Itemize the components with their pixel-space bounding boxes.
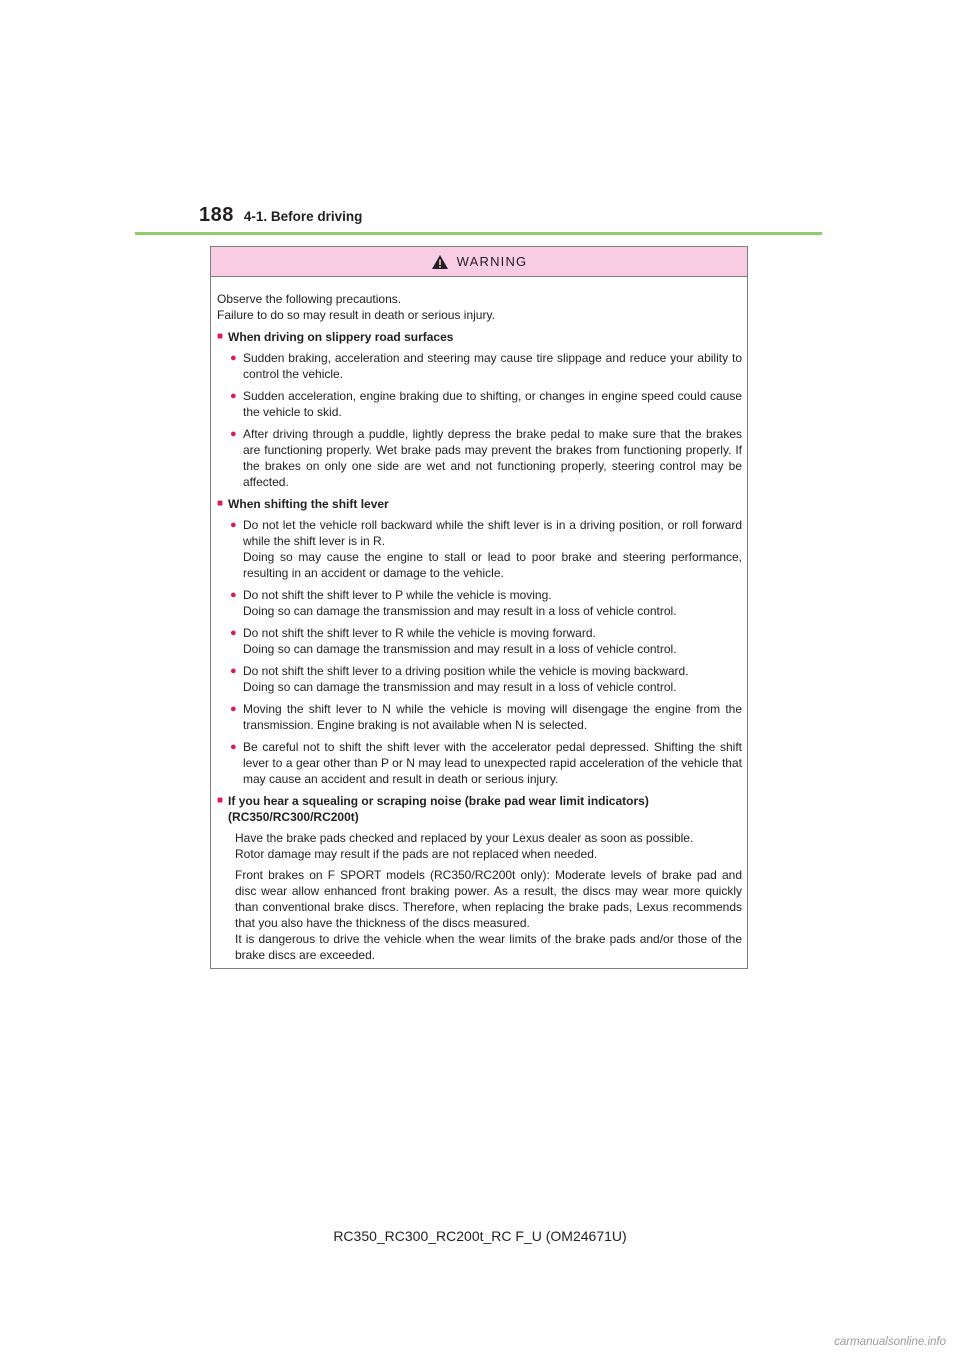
- section-slippery-roads: [217, 329, 742, 490]
- section-heading: [217, 496, 742, 512]
- watermark: carmanualsonline.info: [834, 1336, 946, 1348]
- list-item: [230, 426, 742, 490]
- section-heading: [217, 329, 742, 345]
- paragraph: [235, 867, 742, 963]
- section-heading-text: When shifting the shift lever: [228, 497, 389, 511]
- bullet-line: Doing so may cause the engine to stall or lead to poor brake and steering performance, resulting in an accident or damage to the vehicle.: [243, 550, 742, 580]
- list-item: [230, 517, 742, 581]
- bullet-list: [217, 350, 742, 490]
- paragraph: [235, 830, 742, 862]
- bullet-text: [243, 663, 689, 695]
- section-title: 4-1. Before driving: [243, 209, 363, 224]
- paragraph-line: Rotor damage may result if the pads are not replaced when needed.: [235, 847, 598, 861]
- bullet-line: Do not shift the shift lever to R while the vehicle is moving forward.: [243, 626, 596, 640]
- circle-bullet-icon: ●: [230, 352, 237, 364]
- bullet-line: Doing so can damage the transmission and may result in a loss of vehicle control.: [243, 680, 677, 694]
- header-divider: [135, 232, 822, 235]
- bullet-line: Do not shift the shift lever to P while the vehicle is moving.: [243, 588, 552, 602]
- paragraph-line: Have the brake pads checked and replaced by your Lexus dealer as soon as possible.: [235, 831, 694, 845]
- model-code: RC350_RC300_RC200t_RC F_U (OM24671U): [333, 1228, 627, 1244]
- section-heading: [217, 793, 742, 825]
- bullet-line: Doing so can damage the transmission and may result in a loss of vehicle control.: [243, 642, 677, 656]
- circle-bullet-icon: ●: [230, 741, 237, 753]
- paragraph-line: It is dangerous to drive the vehicle when the wear limits of the brake pads and/or those of the brake discs are exceeded.: [235, 932, 742, 962]
- bullet-line: Do not let the vehicle roll backward while the shift lever is in a driving position, or roll forward while the shift lever is in R.: [243, 518, 742, 548]
- circle-bullet-icon: ●: [230, 428, 237, 440]
- bullet-text: [243, 625, 677, 657]
- section-brake-noise: [217, 793, 742, 963]
- circle-bullet-icon: ●: [230, 627, 237, 639]
- circle-bullet-icon: ●: [230, 703, 237, 715]
- list-item: [230, 350, 742, 382]
- square-bullet-icon: ■: [217, 795, 224, 806]
- section-shift-lever: [217, 496, 742, 787]
- list-item: [230, 388, 742, 420]
- list-item: [230, 701, 742, 733]
- square-bullet-icon: ■: [217, 498, 224, 509]
- bullet-text: Be careful not to shift the shift lever with the accelerator pedal depressed. Shifting the shift lever to a gear other than P or N may lead to unexpected rapid acceleration of the vehicle that may cause an accident and result in death or serious injury.: [243, 740, 742, 786]
- list-item: [230, 587, 742, 619]
- bullet-line: Do not shift the shift lever to a driving position while the vehicle is moving backward.: [243, 664, 689, 678]
- intro-line: Observe the following precautions.: [217, 292, 402, 306]
- square-bullet-icon: ■: [217, 331, 224, 342]
- warning-box: [210, 246, 748, 969]
- bullet-text: After driving through a puddle, lightly depress the brake pedal to make sure that the brakes are functioning properly. Wet brake pads may prevent the brakes from functioning properly. If the brakes on only one side are wet and not functioning properly, steering control may be affected.: [243, 427, 742, 489]
- warning-intro: [217, 291, 742, 323]
- circle-bullet-icon: ●: [230, 390, 237, 402]
- section-heading-text: When driving on slippery road surfaces: [228, 330, 454, 344]
- list-item: [230, 625, 742, 657]
- list-item: [230, 739, 742, 787]
- section-heading-text: If you hear a squealing or scraping noise (brake pad wear limit indicators) (RC350/RC300/RC200t): [228, 794, 649, 824]
- page-header: [199, 204, 362, 232]
- circle-bullet-icon: ●: [230, 589, 237, 601]
- warning-triangle-icon: [431, 254, 449, 270]
- list-item: [230, 663, 742, 695]
- bullet-text: Sudden braking, acceleration and steering may cause tire slippage and reduce your ability to control the vehicle.: [243, 351, 742, 381]
- circle-bullet-icon: ●: [230, 519, 237, 531]
- page-number: 188: [199, 204, 234, 226]
- bullet-text: Moving the shift lever to N while the vehicle is moving will disengage the engine from the transmission. Engine braking is not available when N is selected.: [243, 702, 742, 732]
- bullet-line: Doing so can damage the transmission and may result in a loss of vehicle control.: [243, 604, 677, 618]
- warning-label: WARNING: [456, 254, 528, 269]
- circle-bullet-icon: ●: [230, 665, 237, 677]
- paragraph-line: Front brakes on F SPORT models (RC350/RC200t only): Moderate levels of brake pad and disc wear allow enhanced front braking power. As a result, the discs may wear more quickly than conventional brake discs. Therefore, when replacing the brake pads, Lexus recommends that you also have the thickness of the discs measured.: [235, 868, 742, 930]
- warning-body: [211, 277, 747, 963]
- bullet-text: [243, 587, 677, 619]
- warning-header: [211, 247, 747, 277]
- bullet-text: [243, 517, 742, 581]
- bullet-text: Sudden acceleration, engine braking due to shifting, or changes in engine speed could cause the vehicle to skid.: [243, 389, 742, 419]
- intro-line: Failure to do so may result in death or serious injury.: [217, 308, 495, 322]
- bullet-list: [217, 517, 742, 787]
